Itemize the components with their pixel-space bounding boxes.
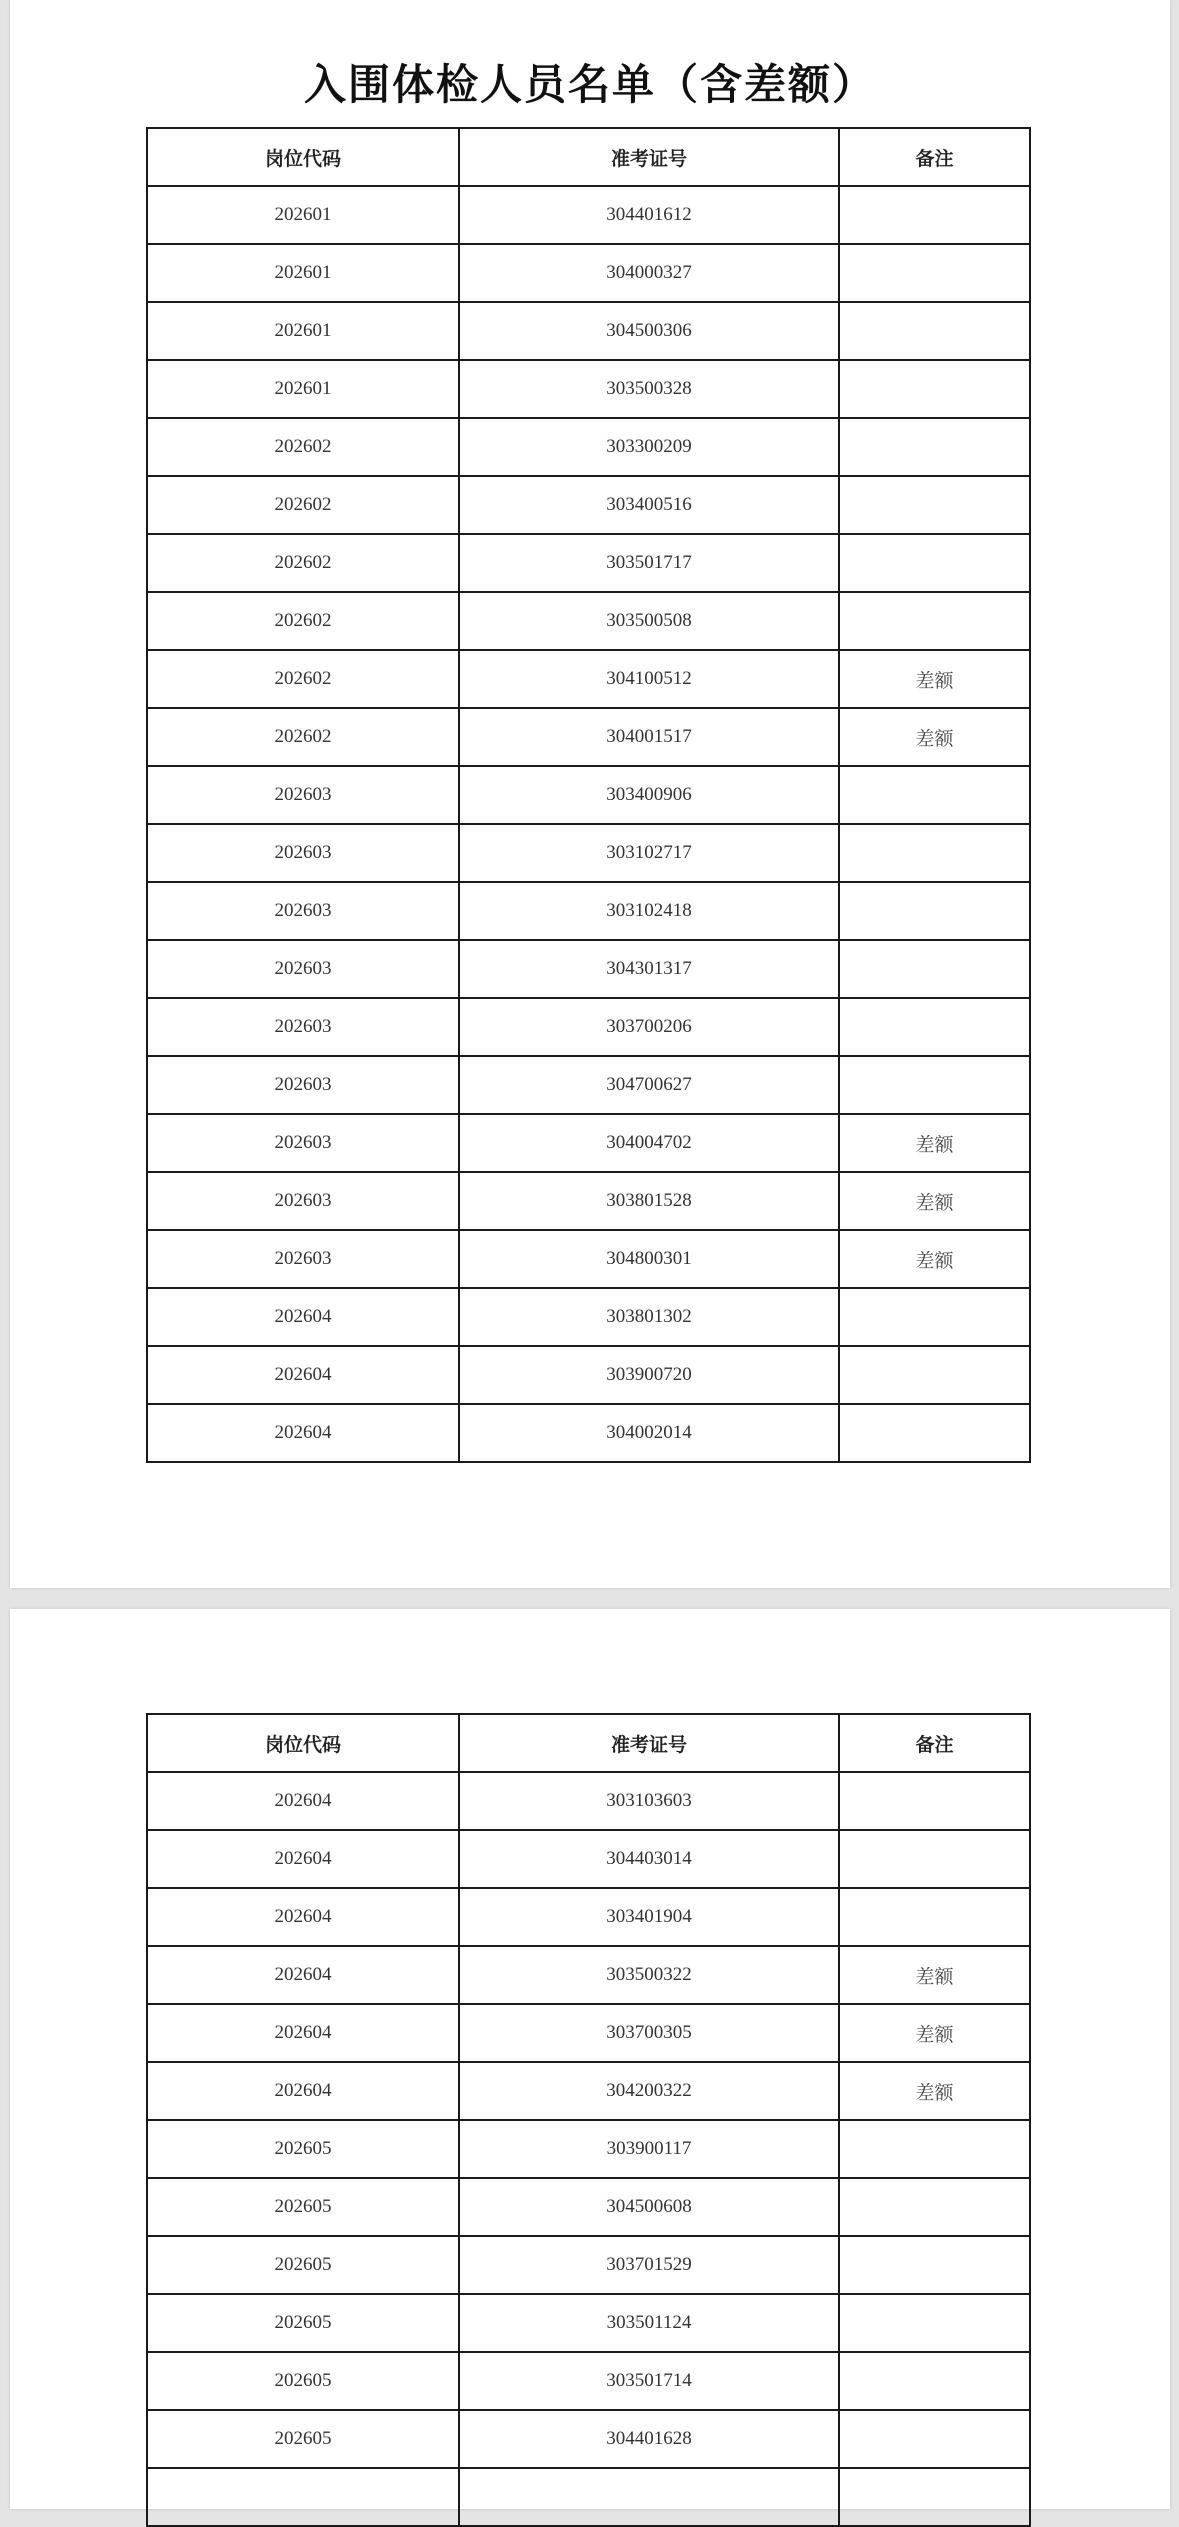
remark-cell: 差额 bbox=[839, 1946, 1030, 2004]
remark-cell bbox=[839, 592, 1030, 650]
remark-cell bbox=[839, 476, 1030, 534]
admission-number-cell: 303401904 bbox=[459, 1888, 839, 1946]
position-code-cell: 202604 bbox=[147, 1772, 459, 1830]
admission-number-cell: 303900117 bbox=[459, 2120, 839, 2178]
remark-cell: 差额 bbox=[839, 1114, 1030, 1172]
position-code-cell: 202603 bbox=[147, 1114, 459, 1172]
remark-cell bbox=[839, 2294, 1030, 2352]
admission-number-cell: 304002014 bbox=[459, 1404, 839, 1462]
remark-cell bbox=[839, 418, 1030, 476]
position-code-cell: 202602 bbox=[147, 592, 459, 650]
remark-cell bbox=[839, 766, 1030, 824]
position-code-cell: 202604 bbox=[147, 1946, 459, 2004]
table-row bbox=[147, 360, 1030, 418]
admission-number-cell: 303300209 bbox=[459, 418, 839, 476]
table-row bbox=[147, 1346, 1030, 1404]
admission-number-cell: 303102717 bbox=[459, 824, 839, 882]
table-row bbox=[147, 1230, 1030, 1288]
position-code-cell: 202603 bbox=[147, 1172, 459, 1230]
table-row bbox=[147, 708, 1030, 766]
header-position-code: 岗位代码 bbox=[147, 1714, 459, 1772]
document-page-1 bbox=[10, 0, 1170, 1588]
header-remark: 备注 bbox=[839, 128, 1030, 186]
admission-number-cell: 303801528 bbox=[459, 1172, 839, 1230]
position-code-cell: 202605 bbox=[147, 2294, 459, 2352]
admission-number-cell: 303500508 bbox=[459, 592, 839, 650]
position-code-cell: 202604 bbox=[147, 1830, 459, 1888]
table-row bbox=[147, 824, 1030, 882]
admission-number-cell: 304403014 bbox=[459, 1830, 839, 1888]
position-code-cell: 202602 bbox=[147, 650, 459, 708]
remark-cell bbox=[839, 882, 1030, 940]
remark-cell: 差额 bbox=[839, 650, 1030, 708]
admission-number-cell: 304000327 bbox=[459, 244, 839, 302]
table-row bbox=[147, 940, 1030, 998]
candidate-table bbox=[146, 127, 1031, 1463]
admission-number-cell: 304004702 bbox=[459, 1114, 839, 1172]
position-code-cell: 202604 bbox=[147, 2004, 459, 2062]
remark-cell bbox=[839, 998, 1030, 1056]
position-code-cell: 202604 bbox=[147, 1404, 459, 1462]
header-admission-number: 准考证号 bbox=[459, 128, 839, 186]
table-row bbox=[147, 2062, 1030, 2120]
position-code-cell: 202604 bbox=[147, 1288, 459, 1346]
document-page-2 bbox=[10, 1609, 1170, 2509]
table-row bbox=[147, 1288, 1030, 1346]
remark-cell bbox=[839, 2352, 1030, 2410]
position-code-cell: 202603 bbox=[147, 940, 459, 998]
admission-number-cell: 304401612 bbox=[459, 186, 839, 244]
position-code-cell: 202602 bbox=[147, 708, 459, 766]
table-header-row bbox=[147, 128, 1030, 186]
admission-number-cell: 304401628 bbox=[459, 2410, 839, 2468]
admission-number-cell bbox=[459, 2468, 839, 2526]
table-row bbox=[147, 2004, 1030, 2062]
remark-cell bbox=[839, 2178, 1030, 2236]
remark-cell bbox=[839, 534, 1030, 592]
header-position-code: 岗位代码 bbox=[147, 128, 459, 186]
admission-number-cell: 304200322 bbox=[459, 2062, 839, 2120]
position-code-cell: 202602 bbox=[147, 476, 459, 534]
table-row bbox=[147, 418, 1030, 476]
admission-number-cell: 304800301 bbox=[459, 1230, 839, 1288]
table-row bbox=[147, 998, 1030, 1056]
admission-number-cell: 304100512 bbox=[459, 650, 839, 708]
admission-number-cell: 303501714 bbox=[459, 2352, 839, 2410]
admission-number-cell: 303500322 bbox=[459, 1946, 839, 2004]
table-row bbox=[147, 592, 1030, 650]
admission-number-cell: 304001517 bbox=[459, 708, 839, 766]
table-row bbox=[147, 1114, 1030, 1172]
remark-cell bbox=[839, 2236, 1030, 2294]
position-code-cell: 202603 bbox=[147, 882, 459, 940]
remark-cell bbox=[839, 940, 1030, 998]
remark-cell: 差额 bbox=[839, 2062, 1030, 2120]
admission-number-cell: 303700305 bbox=[459, 2004, 839, 2062]
table-row bbox=[147, 766, 1030, 824]
admission-number-cell: 303801302 bbox=[459, 1288, 839, 1346]
table-row bbox=[147, 2294, 1030, 2352]
table-header-row bbox=[147, 1714, 1030, 1772]
position-code-cell: 202601 bbox=[147, 186, 459, 244]
table-row bbox=[147, 534, 1030, 592]
position-code-cell: 202602 bbox=[147, 418, 459, 476]
remark-cell: 差额 bbox=[839, 1172, 1030, 1230]
table-row bbox=[147, 476, 1030, 534]
table-row bbox=[147, 2178, 1030, 2236]
table-row bbox=[147, 244, 1030, 302]
table-row bbox=[147, 1946, 1030, 2004]
remark-cell bbox=[839, 1404, 1030, 1462]
remark-cell bbox=[839, 2410, 1030, 2468]
table-row bbox=[147, 2352, 1030, 2410]
position-code-cell: 202604 bbox=[147, 1346, 459, 1404]
table-row bbox=[147, 1888, 1030, 1946]
table-row bbox=[147, 2236, 1030, 2294]
position-code-cell: 202603 bbox=[147, 824, 459, 882]
table-row bbox=[147, 2410, 1030, 2468]
table-row bbox=[147, 186, 1030, 244]
remark-cell bbox=[839, 2120, 1030, 2178]
position-code-cell: 202605 bbox=[147, 2236, 459, 2294]
admission-number-cell: 303102418 bbox=[459, 882, 839, 940]
remark-cell bbox=[839, 186, 1030, 244]
admission-number-cell: 304500306 bbox=[459, 302, 839, 360]
table-row bbox=[147, 1830, 1030, 1888]
admission-number-cell: 303700206 bbox=[459, 998, 839, 1056]
remark-cell bbox=[839, 302, 1030, 360]
admission-number-cell: 303900720 bbox=[459, 1346, 839, 1404]
remark-cell bbox=[839, 1772, 1030, 1830]
header-admission-number: 准考证号 bbox=[459, 1714, 839, 1772]
admission-number-cell: 304301317 bbox=[459, 940, 839, 998]
table-row bbox=[147, 1404, 1030, 1462]
position-code-cell: 202605 bbox=[147, 2120, 459, 2178]
table-row bbox=[147, 1172, 1030, 1230]
position-code-cell: 202603 bbox=[147, 1230, 459, 1288]
table-row bbox=[147, 1056, 1030, 1114]
table-row bbox=[147, 650, 1030, 708]
remark-cell: 差额 bbox=[839, 708, 1030, 766]
remark-cell bbox=[839, 244, 1030, 302]
admission-number-cell: 303500328 bbox=[459, 360, 839, 418]
remark-cell bbox=[839, 1888, 1030, 1946]
admission-number-cell: 303701529 bbox=[459, 2236, 839, 2294]
admission-number-cell: 303400516 bbox=[459, 476, 839, 534]
remark-cell: 差额 bbox=[839, 1230, 1030, 1288]
document-title: 入围体检人员名单（含差额） bbox=[303, 60, 876, 109]
table-row bbox=[147, 882, 1030, 940]
remark-cell bbox=[839, 360, 1030, 418]
remark-cell: 差额 bbox=[839, 2004, 1030, 2062]
remark-cell bbox=[839, 1288, 1030, 1346]
header-remark: 备注 bbox=[839, 1714, 1030, 1772]
admission-number-cell: 303400906 bbox=[459, 766, 839, 824]
position-code-cell: 202603 bbox=[147, 1056, 459, 1114]
candidate-table bbox=[146, 1713, 1031, 2527]
position-code-cell: 202601 bbox=[147, 244, 459, 302]
table-row bbox=[147, 2120, 1030, 2178]
remark-cell bbox=[839, 2468, 1030, 2526]
admission-number-cell: 303501124 bbox=[459, 2294, 839, 2352]
table-row bbox=[147, 302, 1030, 360]
position-code-cell: 202602 bbox=[147, 534, 459, 592]
position-code-cell: 202604 bbox=[147, 2062, 459, 2120]
position-code-cell: 202601 bbox=[147, 302, 459, 360]
remark-cell bbox=[839, 1346, 1030, 1404]
admission-number-cell: 303103603 bbox=[459, 1772, 839, 1830]
admission-number-cell: 304700627 bbox=[459, 1056, 839, 1114]
position-code-cell: 202605 bbox=[147, 2352, 459, 2410]
admission-number-cell: 303501717 bbox=[459, 534, 839, 592]
position-code-cell: 202605 bbox=[147, 2178, 459, 2236]
remark-cell bbox=[839, 1056, 1030, 1114]
position-code-cell: 202604 bbox=[147, 1888, 459, 1946]
position-code-cell: 202601 bbox=[147, 360, 459, 418]
position-code-cell bbox=[147, 2468, 459, 2526]
position-code-cell: 202603 bbox=[147, 766, 459, 824]
table-row bbox=[147, 2468, 1030, 2526]
remark-cell bbox=[839, 1830, 1030, 1888]
table-row bbox=[147, 1772, 1030, 1830]
remark-cell bbox=[839, 824, 1030, 882]
position-code-cell: 202605 bbox=[147, 2410, 459, 2468]
position-code-cell: 202603 bbox=[147, 998, 459, 1056]
admission-number-cell: 304500608 bbox=[459, 2178, 839, 2236]
